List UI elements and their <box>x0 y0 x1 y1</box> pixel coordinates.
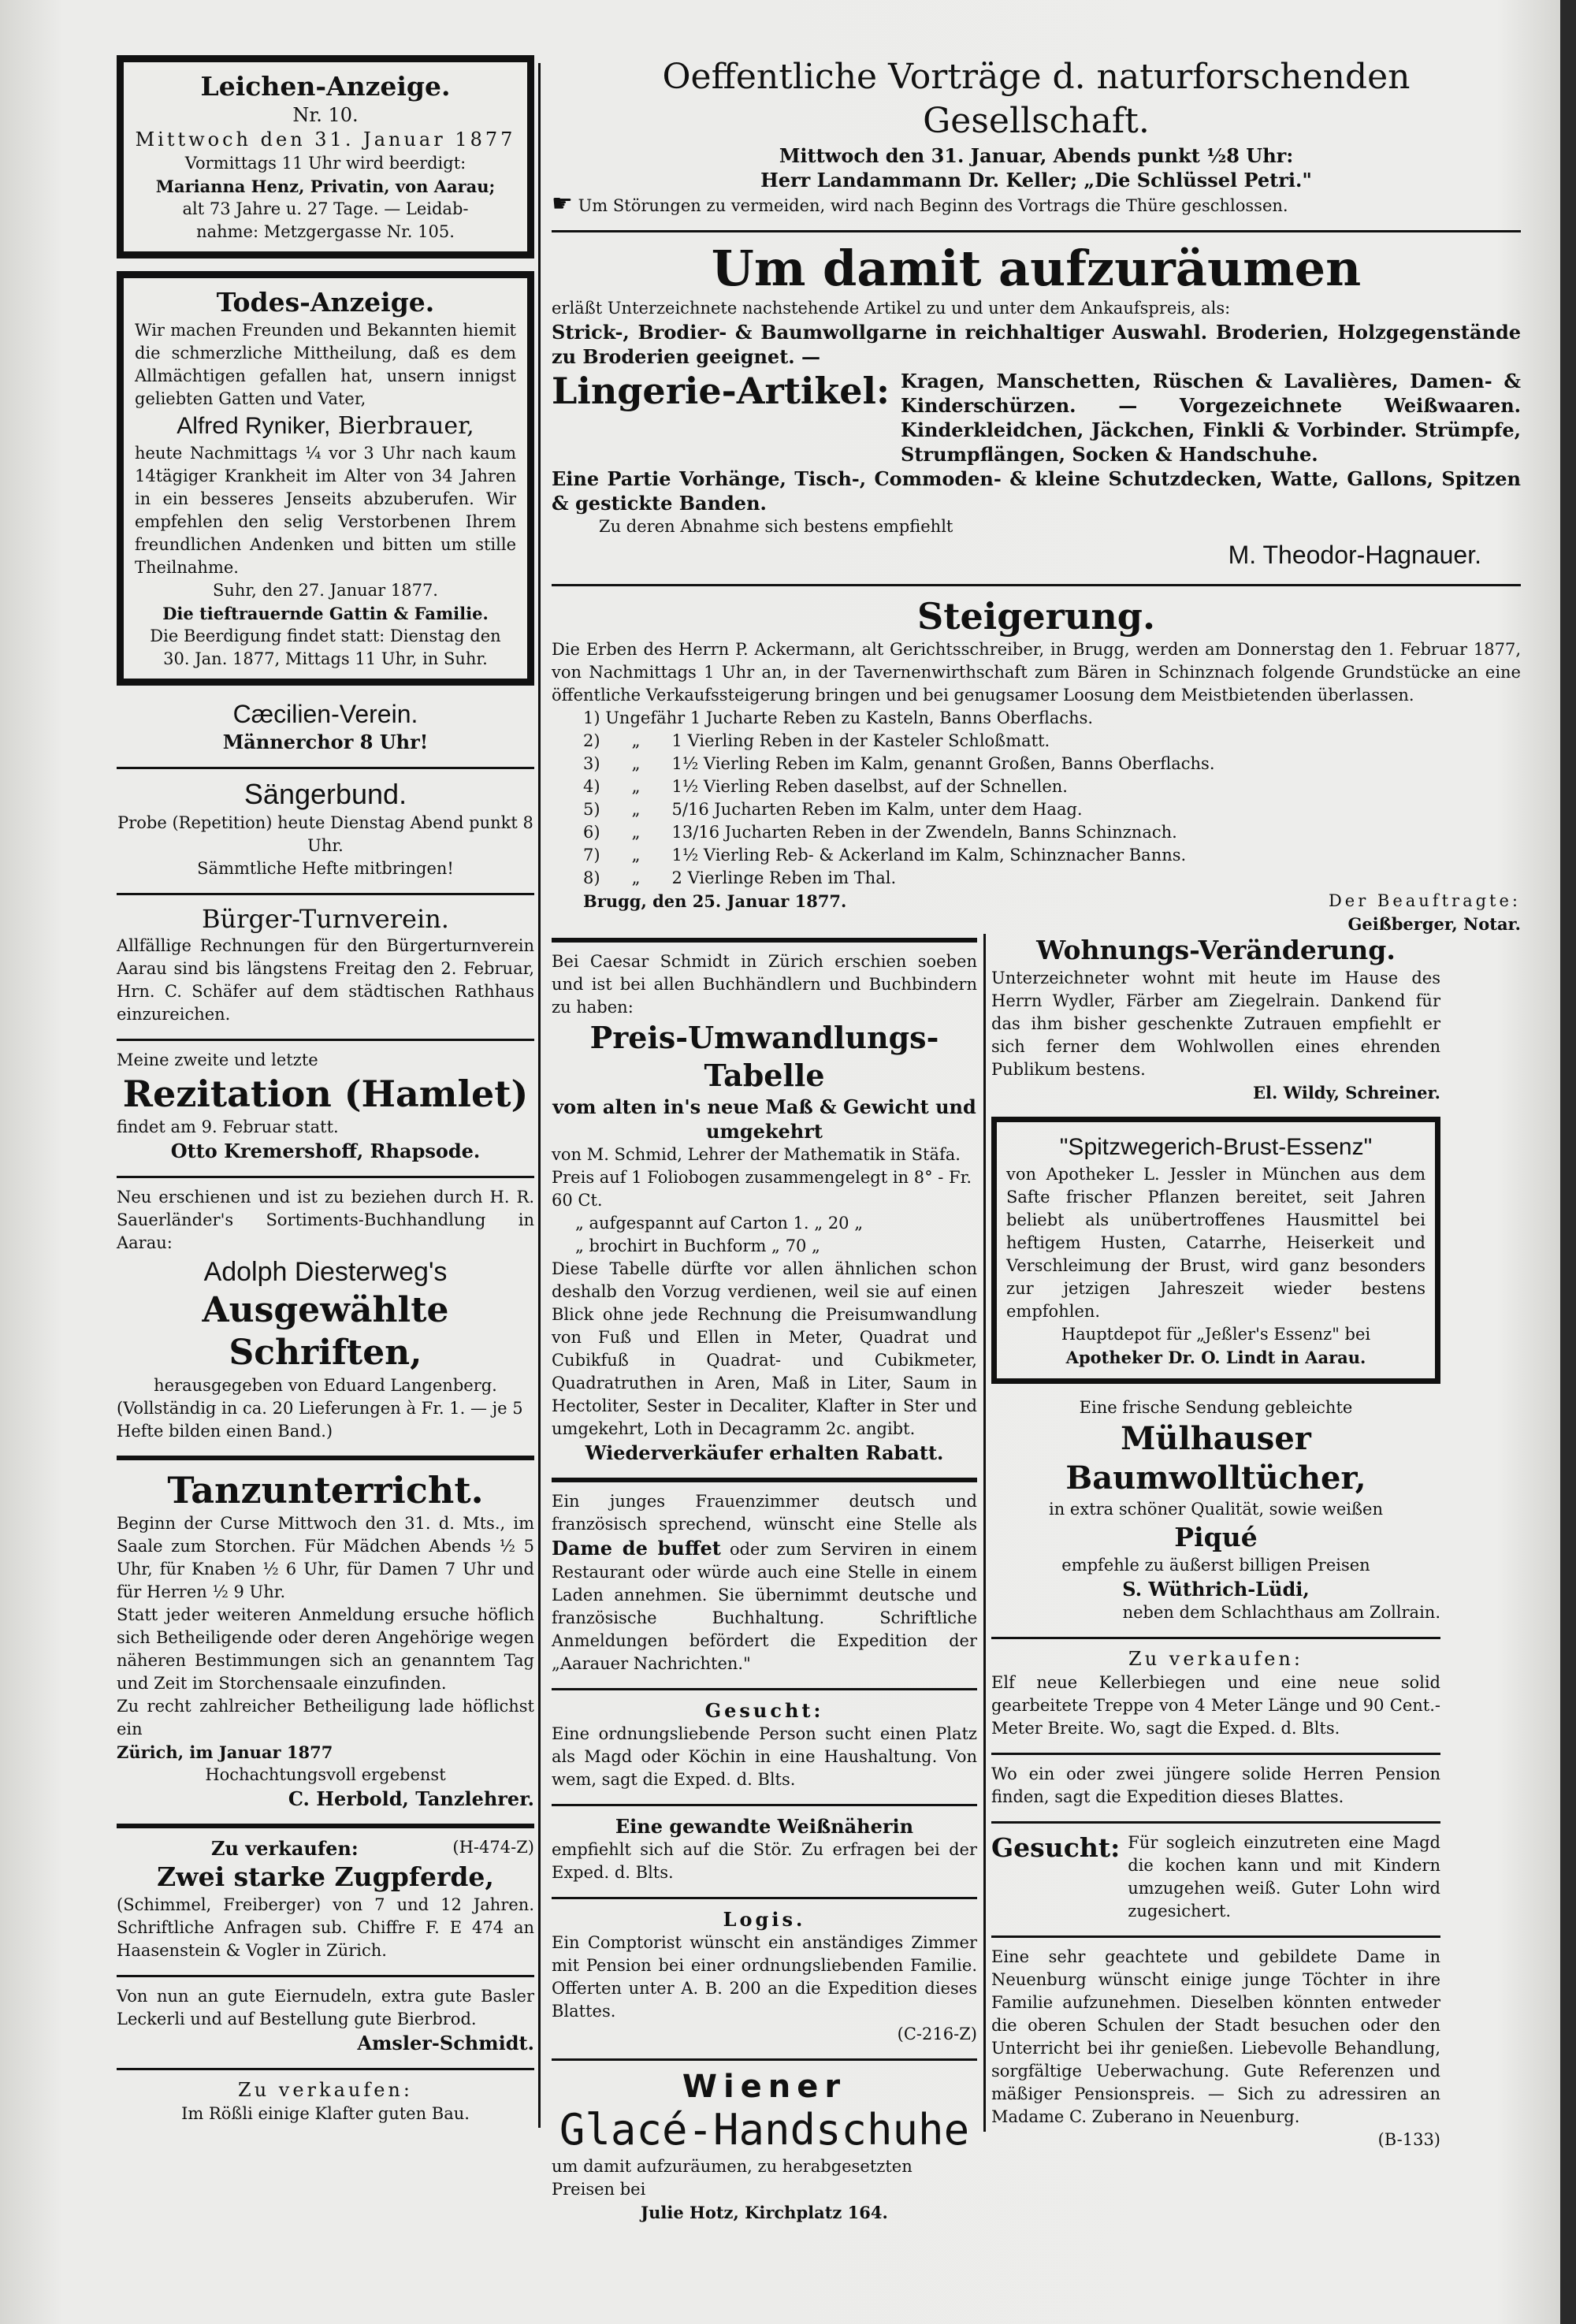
todes-name-line <box>135 411 516 442</box>
steigerung-role: Der Beauftragte: <box>1328 891 1521 910</box>
neuenburg-code: (B-133) <box>1377 2130 1440 2149</box>
todes-name-suffix: Bierbrauer, <box>337 412 474 440</box>
turnverein-text: Allfällige Rechnungen für den Bürgerturnverein Aarau sind bis längstens Freitag den 2. Februar, Hrn. C. Schäfer auf dem städtischen Rathhaus einzureichen. <box>117 936 534 1024</box>
todes-text: heute Nachmittags ¼ vor 3 Uhr nach kaum 14tägiger Krankheit im Alter von 34 Jahren in ein besseres Jenseits abzuberufen. Wir empfehlen den selig Verstorbenen Ihrem freundlichen Andenken und bitten um stille Theilnahme. <box>135 444 516 577</box>
saengerbund-text: Probe (Repetition) heute Dienstag Abend punkt 8 Uhr. <box>117 813 533 855</box>
preis-price: „ aufgespannt auf Carton 1. „ 20 „ <box>575 1214 864 1233</box>
wiener-title: Glacé-Handschuhe <box>559 2105 970 2155</box>
pique-title: Piqué <box>1174 1522 1258 1552</box>
essenz-title: "Spitzwegerich-Brust-Essenz" <box>1059 1134 1373 1160</box>
divider <box>552 1804 977 1806</box>
aufraeumen-text: erläßt Unterzeichnete nachstehende Artikel zu und unter dem Ankaufspreis, als: <box>552 299 1231 318</box>
divider <box>552 938 977 943</box>
preis-text: Diese Tabelle dürfte vor allen ähnlichen schon deshalb den Vorzug verdienen, weil sie auf einen Blick ohne jede Rechnung die Preisumwandlung von Fuß und Ellen in Meter, Quadrat und Cubikfuß in Quadrat- und Cubikmeter, Quadratruthen in Aren, Maß in Liter, Saum in Hectoliter, Sester in Decaliter, Klafter in Ster und umgekehrt, Loth in Decagramm 2c. angibt. <box>552 1259 977 1438</box>
rezitation-intro: Meine zweite und letzte <box>117 1050 318 1069</box>
column-rule <box>983 934 986 2132</box>
caecilien-verein <box>117 698 534 754</box>
logis-code: (C-216-Z) <box>897 2025 977 2043</box>
steigerung-title: Steigerung. <box>917 595 1155 638</box>
muelhauser-text: in extra schöner Qualität, sowie weißen <box>1049 1500 1383 1519</box>
muelhauser-intro: Eine frische Sendung gebleichte <box>1079 1398 1353 1417</box>
vortraege-line: Mittwoch den 31. Januar, Abends punkt ½8 Uhr: <box>779 144 1294 167</box>
pension-text: Wo ein oder zwei jüngere solide Herren Pension finden, sagt die Expedition dieses Blattes. <box>991 1764 1440 1806</box>
neuenburg-ad <box>991 1946 1440 2151</box>
divider <box>117 2068 534 2070</box>
rezitation-date: findet am 9. Februar statt. <box>117 1117 339 1136</box>
divider <box>552 230 1521 232</box>
diesterweg-author: Adolph Diesterweg's <box>203 1257 448 1287</box>
left-column <box>117 55 534 2138</box>
steigerung-ad <box>552 594 1521 935</box>
preis-author: von M. Schmid, Lehrer der Mathematik in Stäfa. <box>552 1145 961 1164</box>
steigerung-item: 3) „ 1½ Vierling Reben im Kalm, genannt Großen, Banns Oberflachs. <box>583 754 1215 773</box>
lingerie-row <box>552 369 1521 467</box>
todes-note: Die Beerdigung findet statt: Dienstag den 30. Jan. 1877, Mittags 11 Uhr, in Suhr. <box>150 627 501 668</box>
diesterweg-note: (Vollständig in ca. 20 Lieferungen à Fr. 1. — je 5 Hefte bilden einen Band.) <box>117 1399 523 1441</box>
middle-top-section <box>552 55 1521 948</box>
vortraege-ad <box>552 55 1521 218</box>
divider <box>552 2058 977 2061</box>
leichen-line: Vormittags 11 Uhr wird beerdigt: <box>184 154 466 173</box>
dame-text <box>552 1490 977 1675</box>
zugpferde-code: (H-474-Z) <box>452 1838 534 1857</box>
tanz-text: Beginn der Curse Mittwoch den 31. d. Mts., im Saale zum Storchen. Für Mädchen Abends ½ 5 Uhr, für Knaben ½ 6 Uhr, für Damen 7 Uhr und für Herren ½ 9 Uhr. <box>117 1514 534 1601</box>
leichen-line: Marianna Henz, Privatin, von Aarau; <box>155 177 496 196</box>
leichen-line: alt 73 Jahre u. 27 Tage. — Leidab- <box>182 199 469 218</box>
bau-text: Im Rößli einige Klafter guten Bau. <box>181 2104 470 2123</box>
wiener-sign: Julie Hotz, Kirchplatz 164. <box>641 2203 888 2222</box>
steigerung-item: 2) „ 1 Vierling Reben in der Kasteler Schloßmatt. <box>583 731 1050 750</box>
divider <box>552 1478 977 1482</box>
tanz-text: Statt jeder weiteren Anmeldung ersuche höflich sich Betheiligende oder deren Angehörige wegen näheren Bestimmungen sich an genanntem Tag und Zeit im Storchensaale einzufinden. <box>117 1605 534 1693</box>
aufraeumen-text: Zu deren Abnahme sich bestens empfiehlt <box>599 517 953 536</box>
zugpferde-title: Zwei starke Zugpferde, <box>157 1861 494 1892</box>
essenz-sign: Apotheker Dr. O. Lindt in Aarau. <box>1065 1348 1366 1367</box>
divider <box>117 1176 534 1178</box>
wiener-handschuhe-ad <box>552 2069 977 2224</box>
divider <box>991 1637 1440 1639</box>
dame-buffet-ad <box>552 1490 977 1675</box>
divider <box>991 1821 1440 1824</box>
todes-text: Wir machen Freunden und Bekannten hiemit die schmerzliche Mittheilung, daß es dem Allmächtigen gefallen hat, unsern innigst geliebten Gatten und Vater, <box>135 321 516 408</box>
leichen-no: Nr. 10. <box>292 104 359 126</box>
rezitation-title: Rezitation (Hamlet) <box>122 1073 529 1115</box>
logis-ad <box>552 1907 977 2046</box>
aufraeumen-text: Strick-, Brodier- & Baumwollgarne in reichhaltiger Auswahl. Broderien, Holzgegenstände zu Broderien geeignet. — <box>552 321 1521 368</box>
diesterweg-ed: herausgegeben von Eduard Langenberg. <box>154 1376 497 1395</box>
turnverein-title: Bürger-Turnverein. <box>202 904 449 934</box>
middle-left-column <box>552 930 977 2237</box>
steigerung-intro: Die Erben des Herrn P. Ackermann, alt Gerichtsschreiber, in Brugg, werden am Donnerstag den 1. Februar 1877, von Nachmittags 1 Uhr an, in der Tavernenwirthschaft zum Bären in Schinznach folgende Grundstücke an eine öffentliche Verkaufssteigerung bringen und bei genugsamer Loosung dem Meistbietenden überlassen. <box>552 640 1521 705</box>
tanz-place: Zürich, im Januar 1877 <box>117 1742 333 1762</box>
muelhauser-addr: neben dem Schlachthaus am Zollrain. <box>1122 1603 1440 1622</box>
preis-sub: vom alten in's neue Maß & Gewicht und umgekehrt <box>552 1095 976 1143</box>
kellerbiegen-ad <box>991 1647 1440 1740</box>
leichen-title: Leichen-Anzeige. <box>200 71 451 102</box>
aufraeumen-text: Eine Partie Vorhänge, Tisch-, Commoden- & kleine Schutzdecken, Watte, Gallons, Spitzen & gestickte Banden. <box>552 467 1521 515</box>
bau-head: Zu verkaufen: <box>238 2079 413 2101</box>
lingerie-title: Lingerie-Artikel: <box>552 370 890 412</box>
muelhauser-title: Mülhauser Baumwolltücher, <box>1065 1420 1366 1497</box>
zugpferde-head: Zu verkaufen: <box>211 1837 359 1860</box>
eiernudeln-text: Von nun an gute Eiernudeln, extra gute Basler Leckerli und auf Bestellung gute Bierbrod. <box>117 1987 534 2028</box>
steigerung-sign: Geißberger, Notar. <box>1347 914 1521 934</box>
steigerung-item: 4) „ 1½ Vierling Reben daselbst, auf der Schnellen. <box>583 777 1068 796</box>
saengerbund-note: Sämmtliche Hefte mitbringen! <box>197 859 454 878</box>
gesucht-person-ad <box>552 1698 977 1791</box>
magd-ad <box>991 1831 1440 1923</box>
vortraege-title: Oeffentliche Vorträge d. naturforschenden Gesellschaft. <box>662 57 1411 141</box>
divider <box>552 1688 977 1690</box>
saengerbund <box>117 777 534 880</box>
muelhauser-ad <box>991 1396 1440 1624</box>
diesterweg-intro: Neu erschienen und ist zu beziehen durch H. R. Sauerländer's Sortiments-Buchhandlung in Aarau: <box>117 1188 534 1252</box>
todes-anzeige <box>117 271 534 686</box>
eiernudeln <box>117 1985 534 2055</box>
magd-text: Für sogleich einzutreten eine Magd die kochen kann und mit Kindern umzugehen weiß. Guter Lohn wird zugesichert. <box>1128 1833 1440 1921</box>
steigerung-list <box>552 707 1521 890</box>
aufraeumen-title: Um damit aufzuräumen <box>711 240 1362 297</box>
zugpferde-text: (Schimmel, Freiberger) von 7 und 12 Jahren. Schriftliche Anfragen sub. Chiffre F. E 474 an Haasenstein & Vogler in Zürich. <box>117 1895 534 1960</box>
steigerung-item: 8) „ 2 Vierlinge Reben im Thal. <box>583 868 897 887</box>
divider <box>991 1935 1440 1938</box>
leichen-line: nahme: Metzgergasse Nr. 105. <box>196 222 455 241</box>
gesucht-text: Eine ordnungsliebende Person sucht einen Platz als Magd oder Köchin in eine Haushaltung. Von wem, sagt die Exped. d. Blts. <box>552 1724 977 1789</box>
weissnaeherin-ad <box>552 1814 977 1884</box>
rezitation-sign: Otto Kremershoff, Rhapsode. <box>170 1140 481 1162</box>
tanz-text: Zu recht zahlreicher Betheiligung lade höflichst ein <box>117 1697 534 1738</box>
steigerung-place: Brugg, den 25. Januar 1877. <box>583 891 847 911</box>
caecilien-title: Cæcilien-Verein. <box>232 700 418 728</box>
todes-place: Suhr, den 27. Januar 1877. <box>212 581 438 600</box>
steigerung-item: 1) Ungefähr 1 Jucharte Reben zu Kasteln, Banns Oberflachs. <box>583 708 1094 727</box>
divider <box>552 1897 977 1899</box>
steigerung-item: 5) „ 5/16 Jucharten Reben im Kalm, unter dem Haag. <box>583 800 1083 819</box>
steigerung-footer <box>552 890 1521 913</box>
wohnung-text: Unterzeichneter wohnt mit heute im Hause des Herrn Wydler, Färber am Ziegelrain. Dankend für das ihm bisher geschenkte Zutrauen empfiehlt er sich ferner dem Wohlwollen eines ehrenden Publikum bestens. <box>991 969 1440 1079</box>
weiss-text: empfiehlt sich auf die Stör. Zu erfragen bei der Exped. d. Blts. <box>552 1840 977 1882</box>
preis-price: „ brochirt in Buchform „ 70 „ <box>575 1236 820 1255</box>
wohnungs-veraenderung-ad <box>991 934 1440 1104</box>
kellerbiegen-head: Zu verkaufen: <box>1128 1648 1303 1670</box>
leichen-anzeige <box>117 55 534 258</box>
preis-tabelle-ad <box>552 950 977 1465</box>
weiss-head: Eine gewandte Weißnäherin <box>615 1815 914 1838</box>
preis-intro: Bei Caesar Schmidt in Zürich erschien soeben und ist bei allen Buchhändlern und Buchbindern zu haben: <box>552 952 977 1017</box>
aufraeumen-sign: M. Theodor-Hagnauer. <box>1228 541 1481 569</box>
dame-text-1: Ein junges Frauenzimmer deutsch und französisch sprechend, wünscht eine Stelle als <box>552 1492 977 1534</box>
vortraege-note: Um Störungen zu vermeiden, wird nach Beginn des Vortrags die Thüre geschlossen. <box>578 196 1288 215</box>
wohnung-sign: El. Wildy, Schreiner. <box>1253 1083 1440 1103</box>
wiener-text: um damit aufzuräumen, zu herabgesetzten Preisen bei <box>552 2157 913 2199</box>
wohnung-title: Wohnungs-Veränderung. <box>1036 935 1396 965</box>
divider <box>117 1824 534 1828</box>
caecilien-sub: Männerchor 8 Uhr! <box>222 731 429 753</box>
wiener-brand: Wiener <box>682 2069 847 2105</box>
muelhauser-sign: S. Wüthrich-Lüdi, <box>1122 1578 1310 1601</box>
essenz-ad <box>991 1117 1440 1384</box>
preis-title: Preis-Umwandlungs-Tabelle <box>589 1020 939 1093</box>
diesterweg-title: Ausgewählte Schriften, <box>202 1290 449 1373</box>
divider <box>552 584 1521 586</box>
todes-name: Alfred Ryniker, <box>177 413 331 439</box>
tanz-greet: Hochachtungsvoll ergebenst <box>205 1765 446 1784</box>
middle-right-column <box>991 934 1440 2164</box>
preis-price: Preis auf 1 Foliobogen zusammengelegt in 8° - Fr. 60 Ct. <box>552 1168 972 1210</box>
tanz-title: Tanzunterricht. <box>167 1469 484 1512</box>
neuenburg-text: Eine sehr geachtete und gebildete Dame in Neuenburg wünscht einige junge Töchter in ihre Familie aufzunehmen. Dieselben könnten entweder die oberen Schulen der Stadt besuchen oder den Unterricht bei ihr genießen. Liebevolle Behandlung, sorgfältige Ueberwachung. Gute Referenzen und mäßiger Pensionspreis. — Sich zu adressiren an Madame C. Zuberano in Neuenburg. <box>991 1947 1440 2126</box>
pointing-hand-icon: ☛ <box>552 190 573 218</box>
todes-title: Todes-Anzeige. <box>216 287 435 318</box>
buerger-turnverein <box>117 903 534 1026</box>
steigerung-item: 7) „ 1½ Vierling Reb- & Ackerland im Kalm, Schinznacher Banns. <box>583 846 1187 865</box>
rezitation <box>117 1049 534 1163</box>
preis-note: Wiederverkäufer erhalten Rabatt. <box>585 1441 944 1464</box>
diesterweg-schriften <box>117 1186 534 1443</box>
dame-text-2: oder zum Serviren in einem Restaurant oder würde auch eine Stelle in einem Laden annehmen. Sie übernimmt deutsche und französische Buchhaltung. Schriftliche Anmeldungen befördert die Expedition der „Aarauer Nachrichten." <box>552 1540 977 1673</box>
dame-role: Dame de buffet <box>552 1537 721 1560</box>
steigerung-item: 6) „ 13/16 Jucharten Reben in der Zwendeln, Banns Schinznach. <box>583 823 1177 842</box>
tanz-sign: C. Herbold, Tanzlehrer. <box>288 1787 534 1810</box>
logis-head: Logis. <box>723 1908 806 1931</box>
essenz-depot: Hauptdepot für „Jeßler's Essenz" bei <box>1061 1325 1371 1344</box>
tanzunterricht <box>117 1468 534 1811</box>
divider <box>117 893 534 895</box>
logis-text: Ein Comptorist wünscht ein anständiges Zimmer mit Pension bei einer ordnungsliebenden Familie. Offerten unter A. B. 200 an die Expedition dieses Blattes. <box>552 1933 977 2021</box>
aufraeumen-ad <box>552 240 1521 571</box>
divider <box>117 1975 534 1977</box>
bau-verkauf <box>117 2078 534 2125</box>
zugpferde <box>117 1836 534 1962</box>
divider <box>991 1753 1440 1755</box>
lingerie-text: Kragen, Manschetten, Rüschen & Lavalières, Damen- & Kinderschürzen. — Vorgezeichnete Weißwaaren. Kinderkleidchen, Jäckchen, Finkli & Vorbinder. Strümpfe, Strumpflängen, Socken & Handschuhe. <box>901 370 1521 466</box>
essenz-text: von Apotheker L. Jessler in München aus dem Safte frischer Pflanzen bereitet, seit Jahren beliebt als unübertroffenes Hausmittel bei heftigem Husten, Catarrhe, Heiserkeit und Verschleimung der Brust, wird ganz besonders zur jetzigen Jahreszeit wieder bestens empfohlen. <box>1006 1165 1425 1321</box>
todes-sign: Die tieftrauernde Gattin & Familie. <box>162 604 489 623</box>
magd-head: Gesucht: <box>991 1832 1121 1863</box>
divider <box>117 767 534 769</box>
column-rule <box>538 63 541 2128</box>
muelhauser-text: empfehle zu äußerst billigen Preisen <box>1061 1556 1370 1575</box>
eiernudeln-sign: Amsler-Schmidt. <box>357 2032 534 2054</box>
pension-ad <box>991 1763 1440 1809</box>
saengerbund-title: Sängerbund. <box>243 778 407 810</box>
vortraege-line: Herr Landammann Dr. Keller; „Die Schlüssel Petri." <box>760 169 1312 191</box>
zugpferde-head-row <box>117 1836 534 1861</box>
gesucht-head: Gesucht: <box>704 1699 824 1722</box>
kellerbiegen-text: Elf neue Kellerbiegen und eine neue solid gearbeitete Treppe von 4 Meter Länge und 90 Cent.-Meter Breite. Wo, sagt die Exped. d. Blts. <box>991 1673 1440 1738</box>
vortraege-note-row <box>552 192 1521 218</box>
divider <box>117 1039 534 1041</box>
leichen-date: Mittwoch den 31. Januar 1877 <box>135 128 516 151</box>
scan-edge-strip <box>1560 0 1576 2324</box>
divider <box>117 1456 534 1460</box>
